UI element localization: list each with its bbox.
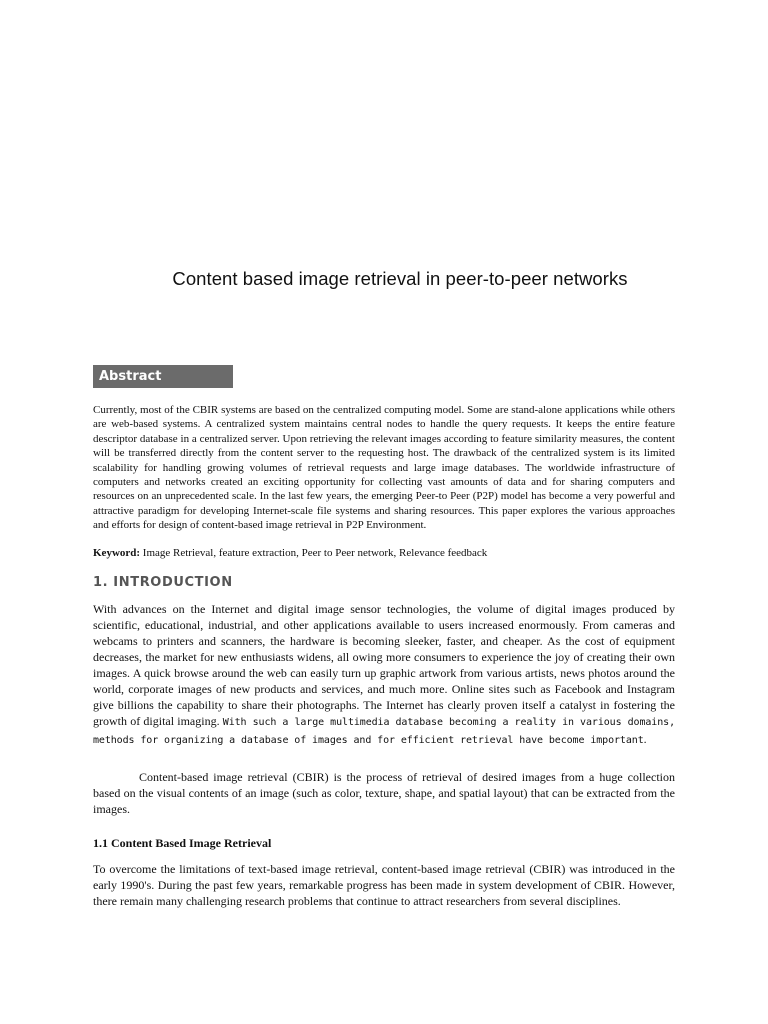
keyword-list: Image Retrieval, feature extraction, Peer to Peer network, Relevance feedback [140, 547, 488, 559]
section-heading-introduction: 1. INTRODUCTION [93, 575, 233, 590]
abstract-heading: Abstract [93, 365, 233, 388]
intro-paragraph-1-highlight: With such a large multimedia database becoming a reality in various domains, methods for organizing a database of images and for efficient retrieval have become important [93, 717, 675, 746]
subsection-paragraph: To overcome the limitations of text-based image retrieval, content-based image retrieval (CBIR) was introduced in the early 1990's. During the past few years, remarkable progress has been made in system development of CBIR. However, there remain many challenging research problems that continue to attract researchers from several disciplines. [93, 862, 675, 908]
subsection-heading-cbir: 1.1 Content Based Image Retrieval [93, 836, 272, 850]
paper-title: Content based image retrieval in peer-to-peer networks [172, 268, 628, 289]
intro-paragraph-1-body: With advances on the Internet and digital image sensor technologies, the volume of digital images produced by scientific, educational, industrial, and other applications available to users increased enormously. From cameras and webcams to printers and scanners, the hardware is becoming sleeker, faster, and cheaper. As the cost of equipment decreases, the market for new enthusiasts widens, all owing more consumers to experience the joy of creating their own images. A quick browse around the web can easily turn up graphic artwork from various artists, news photos around the world, corporate images of new products and services, and much more. Online sites such as Facebook and Instagram give billions the capability to share their photographs. The Internet has clearly proven itself a catalyst in fostering the growth of digital imaging. [93, 602, 675, 728]
intro-paragraph-1 [93, 601, 675, 749]
intro-paragraph-2: Content-based image retrieval (CBIR) is the process of retrieval of desired images from a huge collection based on the visual contents of an image (such as color, texture, shape, and spatial layout) that can be extracted from the images. [93, 770, 675, 816]
keyword-label: Keyword: [93, 547, 141, 559]
intro-paragraph-1-end: . [643, 732, 647, 746]
abstract-text: Currently, most of the CBIR systems are based on the centralized computing model. Some are stand-alone applications while others are web-based systems. A centralized system maintains central nodes to handle the query requests. It keeps the entire feature descriptor database in a centralized server. Upon retrieving the relevant images according to feature similarity measures, the content will be transferred directly from the content server to the requesting host. The drawback of the centralized system is its limited scalability for handling growing volumes of retrieval requests and large image databases. The worldwide infrastructure of computers and networks created an exciting opportunity for collecting vast amounts of data and for sharing computers and resources on an unprecedented scale. In the last few years, the emerging Peer-to Peer (P2P) model has become a very powerful and attractive paradigm for developing Internet-scale file systems and sharing resources. This paper explores the various approaches and efforts for design of content-based image retrieval in P2P Environment. [93, 404, 675, 532]
keywords-line [93, 546, 693, 560]
